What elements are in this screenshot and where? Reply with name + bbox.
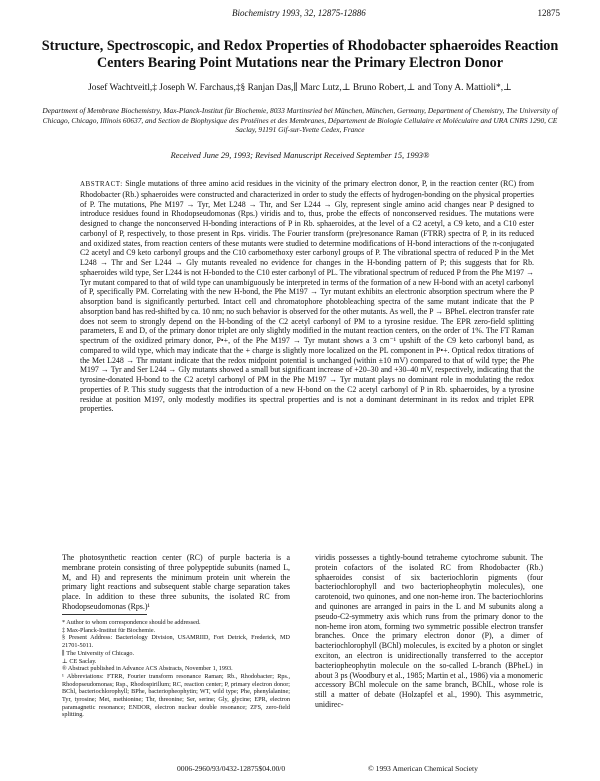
footnote: ⊥ CE Saclay. (62, 657, 97, 665)
running-header (62, 8, 560, 22)
abstract (80, 179, 534, 414)
affiliations: Department of Membrane Biochemistry, Max-Planck-Institut für Biochemie, 8033 Martinsried bei München, München, Germany, Department of Chemistry, The University of Chicago, Chicago, Illinois 60637, and Section de Biophysique des Protéines et des Membranes, Département de Biologie Cellulaire et Moléculaire and URA CNRS 1290, CE Saclay, 91191 Gif-sur-Yvette Cedex, France (42, 106, 558, 135)
copyright: © 1993 American Chemical Society (368, 764, 478, 773)
journal-citation: Biochemistry 1993, 32, 12875-12886 (232, 8, 366, 18)
article-code: 0006-2960/93/0432-12875$04.00/0 (177, 764, 286, 773)
author-list: Josef Wachtveitl,‡ Joseph W. Farchaus,‡§ Ranjan Das,∥ Marc Lutz,⊥ Bruno Robert,⊥ and Tony A. Mattioli*,⊥ (88, 83, 512, 93)
footnote: ® Abstract published in Advance ACS Abstracts, November 1, 1993. (62, 665, 233, 673)
footnote: ∥ The University of Chicago. (62, 649, 134, 657)
page-number: 12875 (537, 8, 560, 18)
footnote: ‡ Max-Planck-Institut für Biochemie. (62, 626, 156, 634)
footnotes (62, 619, 290, 719)
body-right-column: viridis possesses a tightly-bound tetraheme cytochrome subunit. The protein cofactors of the isolated RC from Rhodobacter (Rb.) sphaeroides consist of six bacteriochlorin pigments (four bacteriochlorophyll and two bacteriopheophytin molecules), one carotenoid, two quinones, and one non-heme iron. The bacteriochlorins and quinones are arranged in pairs in the L and M subunits along a pseudo-C2-symmetry axis which runs from the primary donor to the non-heme iron atom, forming two symmetric possible electron transfer branches. Once the primary electron donor (P), a dimer of bacteriochlorophyll (BChl) molecules, is excited by a photon or singlet exciton, an electron is unidirectionally transferred to the acceptor bacteriopheophytin molecule on the so-called L-branch (BPheL) in about 3 ps (Woodbury et al., 1985; Martin et al., 1986) via a monomeric accessory BChl molecule on the same branch, BChlL, whose role is still a matter of debate (Holzapfel et al., 1990). This asymmetric, unidirec- (315, 553, 543, 709)
footnote-rule (62, 614, 147, 615)
footnote: ¹ Abbreviations: FTRR, Fourier transform resonance Raman; Rb., Rhodobacter; Rps., Rhodopseudomonas; Rsp., Rhodospirillum; RC, reaction center; P, primary electron donor; BChl, bacteriochlorophyll; BPhe, bacteriopheophytin; WT, wild type; Phe, phenylalanine; Tyr, tyrosine; Met, methionine; Thr, threonine; Ser, serine; Gly, glycine; EPR, electron paramagnetic resonance; ENDOR, electron nuclear double resonance; ZFS, zero-field splitting. (62, 672, 290, 719)
body-left-column: The photosynthetic reaction center (RC) of purple bacteria is a membrane protein consisting of three polypeptide subunits (named L, M, and H) and represents the minimum protein unit wherein the primary light reactions and subsequent stable charge separation takes place. In addition to these three subunits, the isolated RC from Rhodopseudomonas (Rps.)¹ (62, 553, 290, 611)
abstract-label: ABSTRACT: (80, 180, 123, 188)
footnote: * Author to whom correspondence should be addressed. (62, 619, 201, 626)
received-dates: Received June 29, 1993; Revised Manuscript Received September 15, 1993® (170, 151, 430, 160)
abstract-text: Single mutations of three amino acid residues in the vicinity of the primary electron donor, P, in the reaction center (RC) from Rhodobacter (Rb.) sphaeroides were constructed and characterized in order to study the effects of hydrogen-bonding on the physical properties of P. The mutations, Phe M197 → Tyr, Met L248 → Thr, and Ser L244 → Gly, represent single amino acid changes near P designed to introduce residues found in Rhodopseudomonas (Rps.) viridis and to, thus, probe the effects of nonconserved residues. The mutations were designed to change the nonconserved H-bonding interactions of P in Rb. sphaeroides, at the level of a C2 acetyl, a C9 keto, and a C10 ester carbonyl of P, respectively, to those present in Rps. viridis. The Fourier transform (pre)resonance Raman (FTRR) spectra of P, in its reduced and oxidized states, from reaction centers of these mutants were studied to determine modifications of H-bond interactions of the π-conjugated C2 acetyl and C9 keto carbonyl groups and the C10 carbomethoxy ester carbonyl groups of P. The vibrational spectra of reduced P in the Met L248 → Thr and Ser L244 → Gly mutants revealed no evidence for changes in the H-bonding pattern of P; this suggests that for Rb. sphaeroides wild type, Ser L244 is not H-bonded to the C10 ester carbonyl of PL. The vibrational spectrum of reduced P from the Phe M197 → Tyr mutant compared to that of wild type can unambiguously be interpreted in terms of the formation of a new H-bond with an acetyl carbonyl of P, specifically PM. Correlating with the new H-bond, the Phe M197 → Tyr mutant exhibits an electronic absorption spectrum where the P absorption band is significantly perturbed. Intact cell and chromatophore photobleaching spectra of the same mutant indicate that the P absorption band has red-shifted by ca. 10 nm; no such behavior is observed for the other mutants. As well, the P → BPheL electron transfer rate does not seem to strongly depend on the H-bonding of the C2 acetyl carbonyl of PM to a tyrosine residue. The EPR zero-field splitting parameters, E and D, of the primary donor triplet are only slightly modified in the mutant reaction centers, on the order of 1%. The FT Raman spectrum of the oxidized primary donor, P•+, of the Phe M197 → Tyr mutant shows a 3 cm⁻¹ upshift of the C9 keto carbonyl band, as compared to wild type, which may indicate that the + charge is slightly more localized on the PL component in P•+. Optical redox titrations of the Met L248 → Thr mutant indicate that the redox midpoint potential is unchanged (within ±10 mV) compared to that of wild type; the Phe M197 → Tyr and Ser L244 → Gly mutants showed a small but significant increase of +20–30 and +30–40 mV, respectively, indicating that the tyrosine-donated H-bond to the C2 acetyl carbonyl of PM in the Phe M197 → Tyr mutant plays no dominant role in modulating the redox properties of P. This study suggests that the introduction of a new H-bond on the C2 acetyl carbonyl of P in Rb. sphaeroides, by a tyrosine residue at position M197, only modestly modifies its spectral properties and is not a dominant determinant in its redox and triplet EPR properties. (80, 179, 534, 414)
footnote: § Present Address: Bacteriology Division, USAMRIID, Fort Detrick, Frederick, MD 21701-5011. (62, 634, 290, 650)
article-title: Structure, Spectroscopic, and Redox Properties of Rhodobacter sphaeroides Reaction Centers Bearing Point Mutations near the Primary Electron Donor (41, 38, 559, 71)
